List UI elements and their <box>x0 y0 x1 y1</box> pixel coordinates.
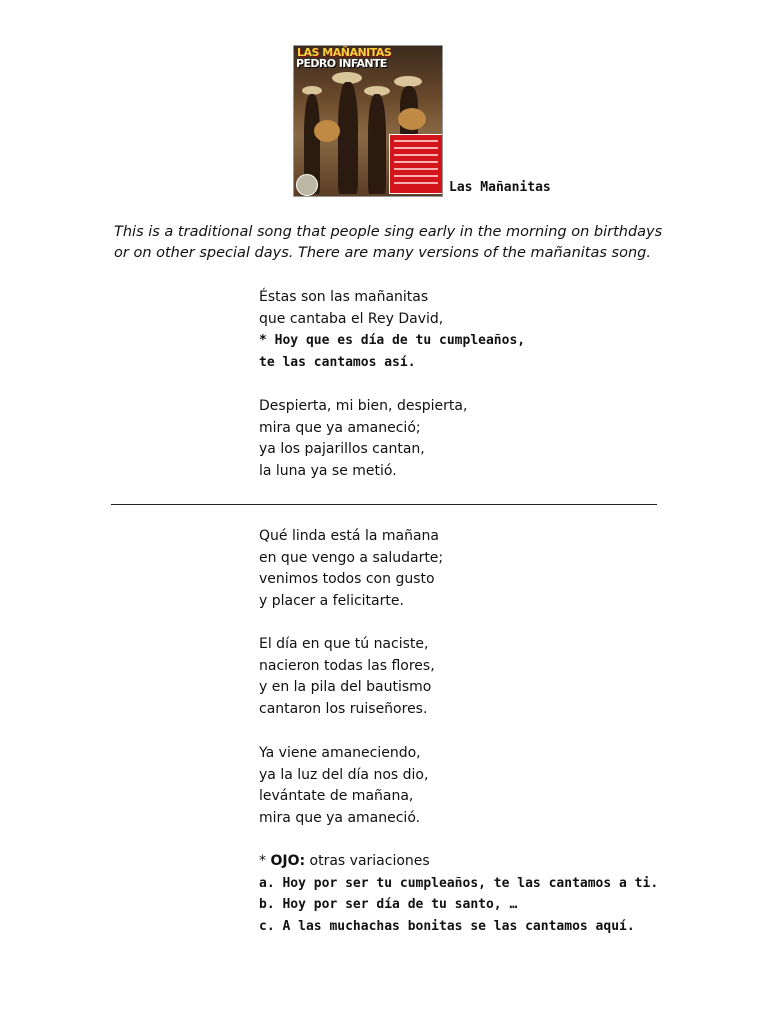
chorus-line: * Hoy que es día de tu cumpleaños, <box>259 333 526 349</box>
verse-line: El día en que tú naciste, <box>259 636 429 652</box>
verse-line: ya los pajarillos cantan, <box>259 441 425 458</box>
figure-shape <box>338 82 358 194</box>
record-label-seal <box>296 174 318 196</box>
verse-line: venimos todos con gusto <box>259 571 435 588</box>
verse-line: Éstas son las mañanitas <box>259 289 429 305</box>
asterisk: * <box>259 853 271 869</box>
variation-item: b. Hoy por ser día de tu santo, … <box>259 897 518 913</box>
album-cover-image <box>293 45 443 197</box>
verse-line: Qué linda está la mañana <box>259 528 439 544</box>
verse-line: cantaron los ruiseñores. <box>259 700 428 717</box>
variation-item: a. Hoy por ser tu cumpleaños, te las cantamos a ti. <box>259 875 659 891</box>
verse-line: mira que ya amaneció. <box>259 809 421 826</box>
stanza-2 <box>259 396 467 482</box>
variations-section <box>259 851 658 937</box>
album-artist: PEDRO INFANTE <box>296 57 387 70</box>
song-title: Las Mañanitas <box>449 180 551 195</box>
album-title: LAS MAÑANITAS <box>297 46 392 59</box>
ojo-label: OJO: <box>270 853 306 869</box>
verse-line: Despierta, mi bien, despierta, <box>259 398 468 414</box>
stanza-4 <box>259 634 435 720</box>
stanza-5 <box>259 743 428 829</box>
verse-line: ya la luz del día nos dio, <box>259 766 429 783</box>
chorus-line: te las cantamos así. <box>259 354 416 370</box>
stanza-1 <box>259 287 525 373</box>
verse-line: nacieron todas las flores, <box>259 657 435 674</box>
stanza-3 <box>259 526 443 612</box>
figure-shape <box>368 94 386 194</box>
verse-line: y en la pila del bautismo <box>259 679 432 696</box>
verse-line: la luna ya se metió. <box>259 462 397 479</box>
variations-label: otras variaciones <box>305 853 430 869</box>
verse-line: mira que ya amaneció; <box>259 419 421 436</box>
verse-line: y placer a felicitarte. <box>259 592 404 609</box>
page-divider <box>111 504 657 505</box>
variation-item: c. A las muchachas bonitas se las cantamos aquí. <box>259 918 635 934</box>
variations-heading <box>259 851 658 873</box>
verse-line: Ya viene amaneciendo, <box>259 745 421 761</box>
intro-paragraph: This is a traditional song that people sing early in the morning on birthdays or on other special days. There are many versions of the mañanitas song. <box>114 224 663 261</box>
tracklist-box <box>389 134 443 194</box>
verse-line: en que vengo a saludarte; <box>259 549 444 566</box>
guitar-shape <box>398 108 426 130</box>
verse-line: levántate de mañana, <box>259 788 414 805</box>
guitar-shape <box>314 120 340 142</box>
verse-line: que cantaba el Rey David, <box>259 310 444 327</box>
